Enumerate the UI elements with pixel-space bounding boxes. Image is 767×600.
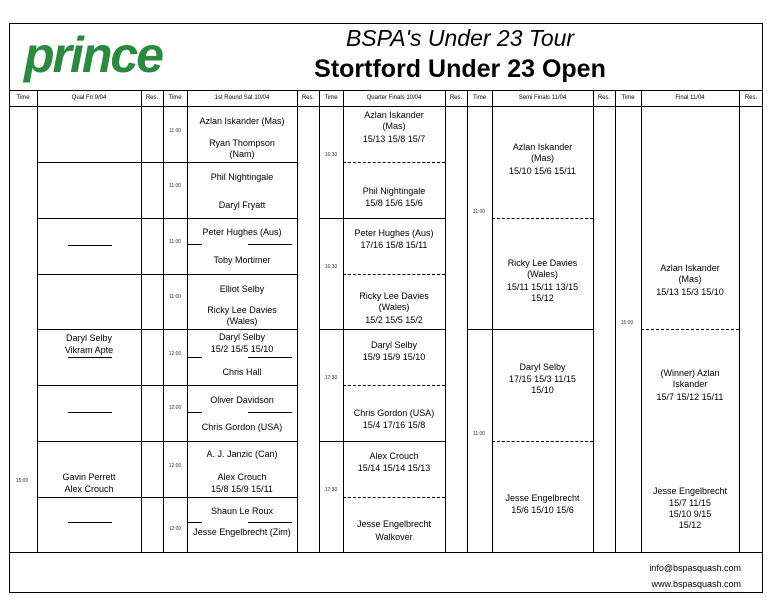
r1-m6-player-2: Chris Gordon (USA): [201, 422, 283, 432]
col-res-5: Res.: [744, 95, 758, 101]
r1-m5-player-2: Chris Hall: [222, 367, 262, 377]
time-qf-3: 17:30: [324, 375, 338, 381]
qf-w5-name: Daryl Selby: [370, 340, 417, 350]
col-final: Final 11/04: [675, 95, 705, 101]
r1-m5-score: 15/2 15/5 15/10: [210, 344, 274, 354]
qf-w2-score: 15/8 15/6 15/6: [365, 198, 423, 208]
r1-m5-player-1: Daryl Selby: [218, 332, 265, 342]
time-r1-1: 11:00: [168, 128, 182, 134]
qf-w2-name: Phil Nightingale: [362, 186, 426, 196]
qf-w1-score: 15/13 15/8 15/7: [362, 134, 426, 144]
col-time-4: Time: [472, 95, 487, 101]
sf-w3-score: 17/15 15/3 11/15 15/10: [509, 374, 576, 395]
qf-w8-score: Walkover: [375, 532, 413, 542]
tour-title: BSPA's Under 23 Tour: [345, 25, 575, 51]
col-res-3: Res.: [449, 95, 463, 101]
qf-w7-name: Alex Crouch: [369, 451, 419, 461]
r1-m8-player-2: Jesse Engelbrecht (Zim): [193, 527, 291, 537]
qf-w1-name: Azlan Iskander (Mas): [364, 110, 424, 131]
sf-w1-score: 15/10 15/6 15/11: [509, 166, 576, 176]
qf-w6-score: 15/4 17/16 15/8: [362, 420, 426, 430]
time-r1-6: 12:00: [168, 405, 182, 411]
sf-w1-name: Azlan Iskander (Mas): [512, 142, 573, 163]
qual-1-player-1: Daryl Selby: [65, 333, 112, 343]
r1-m7-player-1: A. J. Janzic (Can): [206, 449, 278, 459]
final-winner-name: (Winner) Azlan Iskander: [660, 368, 720, 389]
sf-w2-score: 15/11 15/11 13/15 15/12: [506, 282, 579, 303]
col-res-2: Res.: [301, 95, 315, 101]
r1-m6-player-1: Oliver Davidson: [210, 395, 274, 405]
r1-m1-player-2: Ryan Thompson (Nam): [209, 138, 275, 159]
sf-w3-name: Daryl Selby: [519, 362, 566, 372]
col-time-2: Time: [168, 95, 182, 101]
time-final: 15:00: [620, 320, 634, 326]
col-res-4: Res.: [597, 95, 611, 101]
r1-m2-player-2: Daryl Fryatt: [218, 200, 266, 210]
qf-w5-score: 15/9 15/9 15/10: [362, 352, 426, 362]
final-w1-name: Azlan Iskander (Mas): [660, 263, 720, 284]
sf-w4-name: Jesse Engelbrecht: [505, 493, 580, 503]
final-w3-score: 15/7 11/15 15/10 9/15 15/12: [668, 498, 712, 530]
event-title: Stortford Under 23 Open: [314, 55, 606, 83]
time-qf-4: 17:30: [324, 487, 338, 493]
r1-m8-player-1: Shaun Le Roux: [210, 506, 274, 516]
col-time-1: Time: [16, 95, 30, 101]
r1-m3-player-1: Peter Hughes (Aus): [202, 227, 282, 237]
qual-2-player-1: Gavin Perrett: [62, 472, 116, 482]
prince-logo: prince: [24, 27, 163, 83]
sf-w2-name: Ricky Lee Davies (Wales): [507, 258, 578, 279]
col-r1: 1st Round Sat 10/04: [214, 95, 270, 101]
time-sf-2: 11:00: [472, 431, 486, 437]
sf-w4-score: 15/6 15/10 15/6: [511, 505, 574, 515]
col-time-5: Time: [621, 95, 635, 101]
time-r1-8: 12:00: [168, 526, 182, 532]
qf-w3-name: Peter Hughes (Aus): [354, 228, 434, 238]
time-r1-3: 11:00: [168, 239, 182, 245]
qf-w6-name: Chris Gordon (USA): [353, 408, 435, 418]
r1-m7-player-2: Alex Crouch: [217, 472, 267, 482]
time-r1-2: 11:00: [168, 183, 182, 189]
qf-w4-name: Ricky Lee Davies (Wales): [359, 291, 429, 312]
final-winner-score: 15/7 15/12 15/11: [656, 392, 724, 402]
footer-email[interactable]: info@bspasquash.com: [649, 563, 741, 573]
qf-w4-score: 15/2 15/5 15/2: [365, 315, 423, 325]
time-qf-2: 16:30: [324, 264, 338, 270]
r1-m4-player-2: Ricky Lee Davies (Wales): [207, 305, 277, 326]
qual-2-player-2: Alex Crouch: [64, 484, 114, 494]
footer-website[interactable]: www.bspasquash.com: [651, 579, 741, 589]
col-sf: Semi Finals 11/04: [518, 95, 567, 101]
col-res-1: Res.: [145, 95, 159, 101]
col-qual: Qual Fri 9/04: [71, 95, 107, 101]
r1-m3-player-2: Toby Mortimer: [213, 255, 271, 265]
time-r1-7: 12:00: [168, 463, 182, 469]
time-sf-1: 11:00: [472, 209, 486, 215]
time-r1-5: 12:00: [168, 351, 182, 357]
final-w3-name: Jesse Engelbrecht: [652, 486, 728, 496]
r1-m1-player-1: Azlan Iskander (Mas): [199, 116, 285, 126]
col-qf: Quarter Finals 10/04: [366, 95, 422, 101]
r1-m7-score: 15/8 15/9 15/11: [211, 484, 273, 494]
qf-w3-score: 17/16 15/8 15/11: [360, 240, 428, 250]
final-w1-score: 15/13 15/3 15/10: [656, 287, 724, 297]
qf-w7-score: 15/14 15/14 15/13: [357, 463, 431, 473]
qual-1-player-2: Vikram Apte: [64, 345, 114, 355]
r1-m4-player-1: Elliot Selby: [219, 284, 265, 294]
time-qf-1: 16:30: [324, 152, 338, 158]
time-qual: 15:00: [15, 478, 29, 484]
col-time-3: Time: [324, 95, 338, 101]
r1-m2-player-1: Phil Nightingale: [210, 172, 274, 182]
time-r1-4: 11:00: [168, 294, 182, 300]
qf-w8-name: Jesse Engelbrecht: [356, 519, 432, 529]
